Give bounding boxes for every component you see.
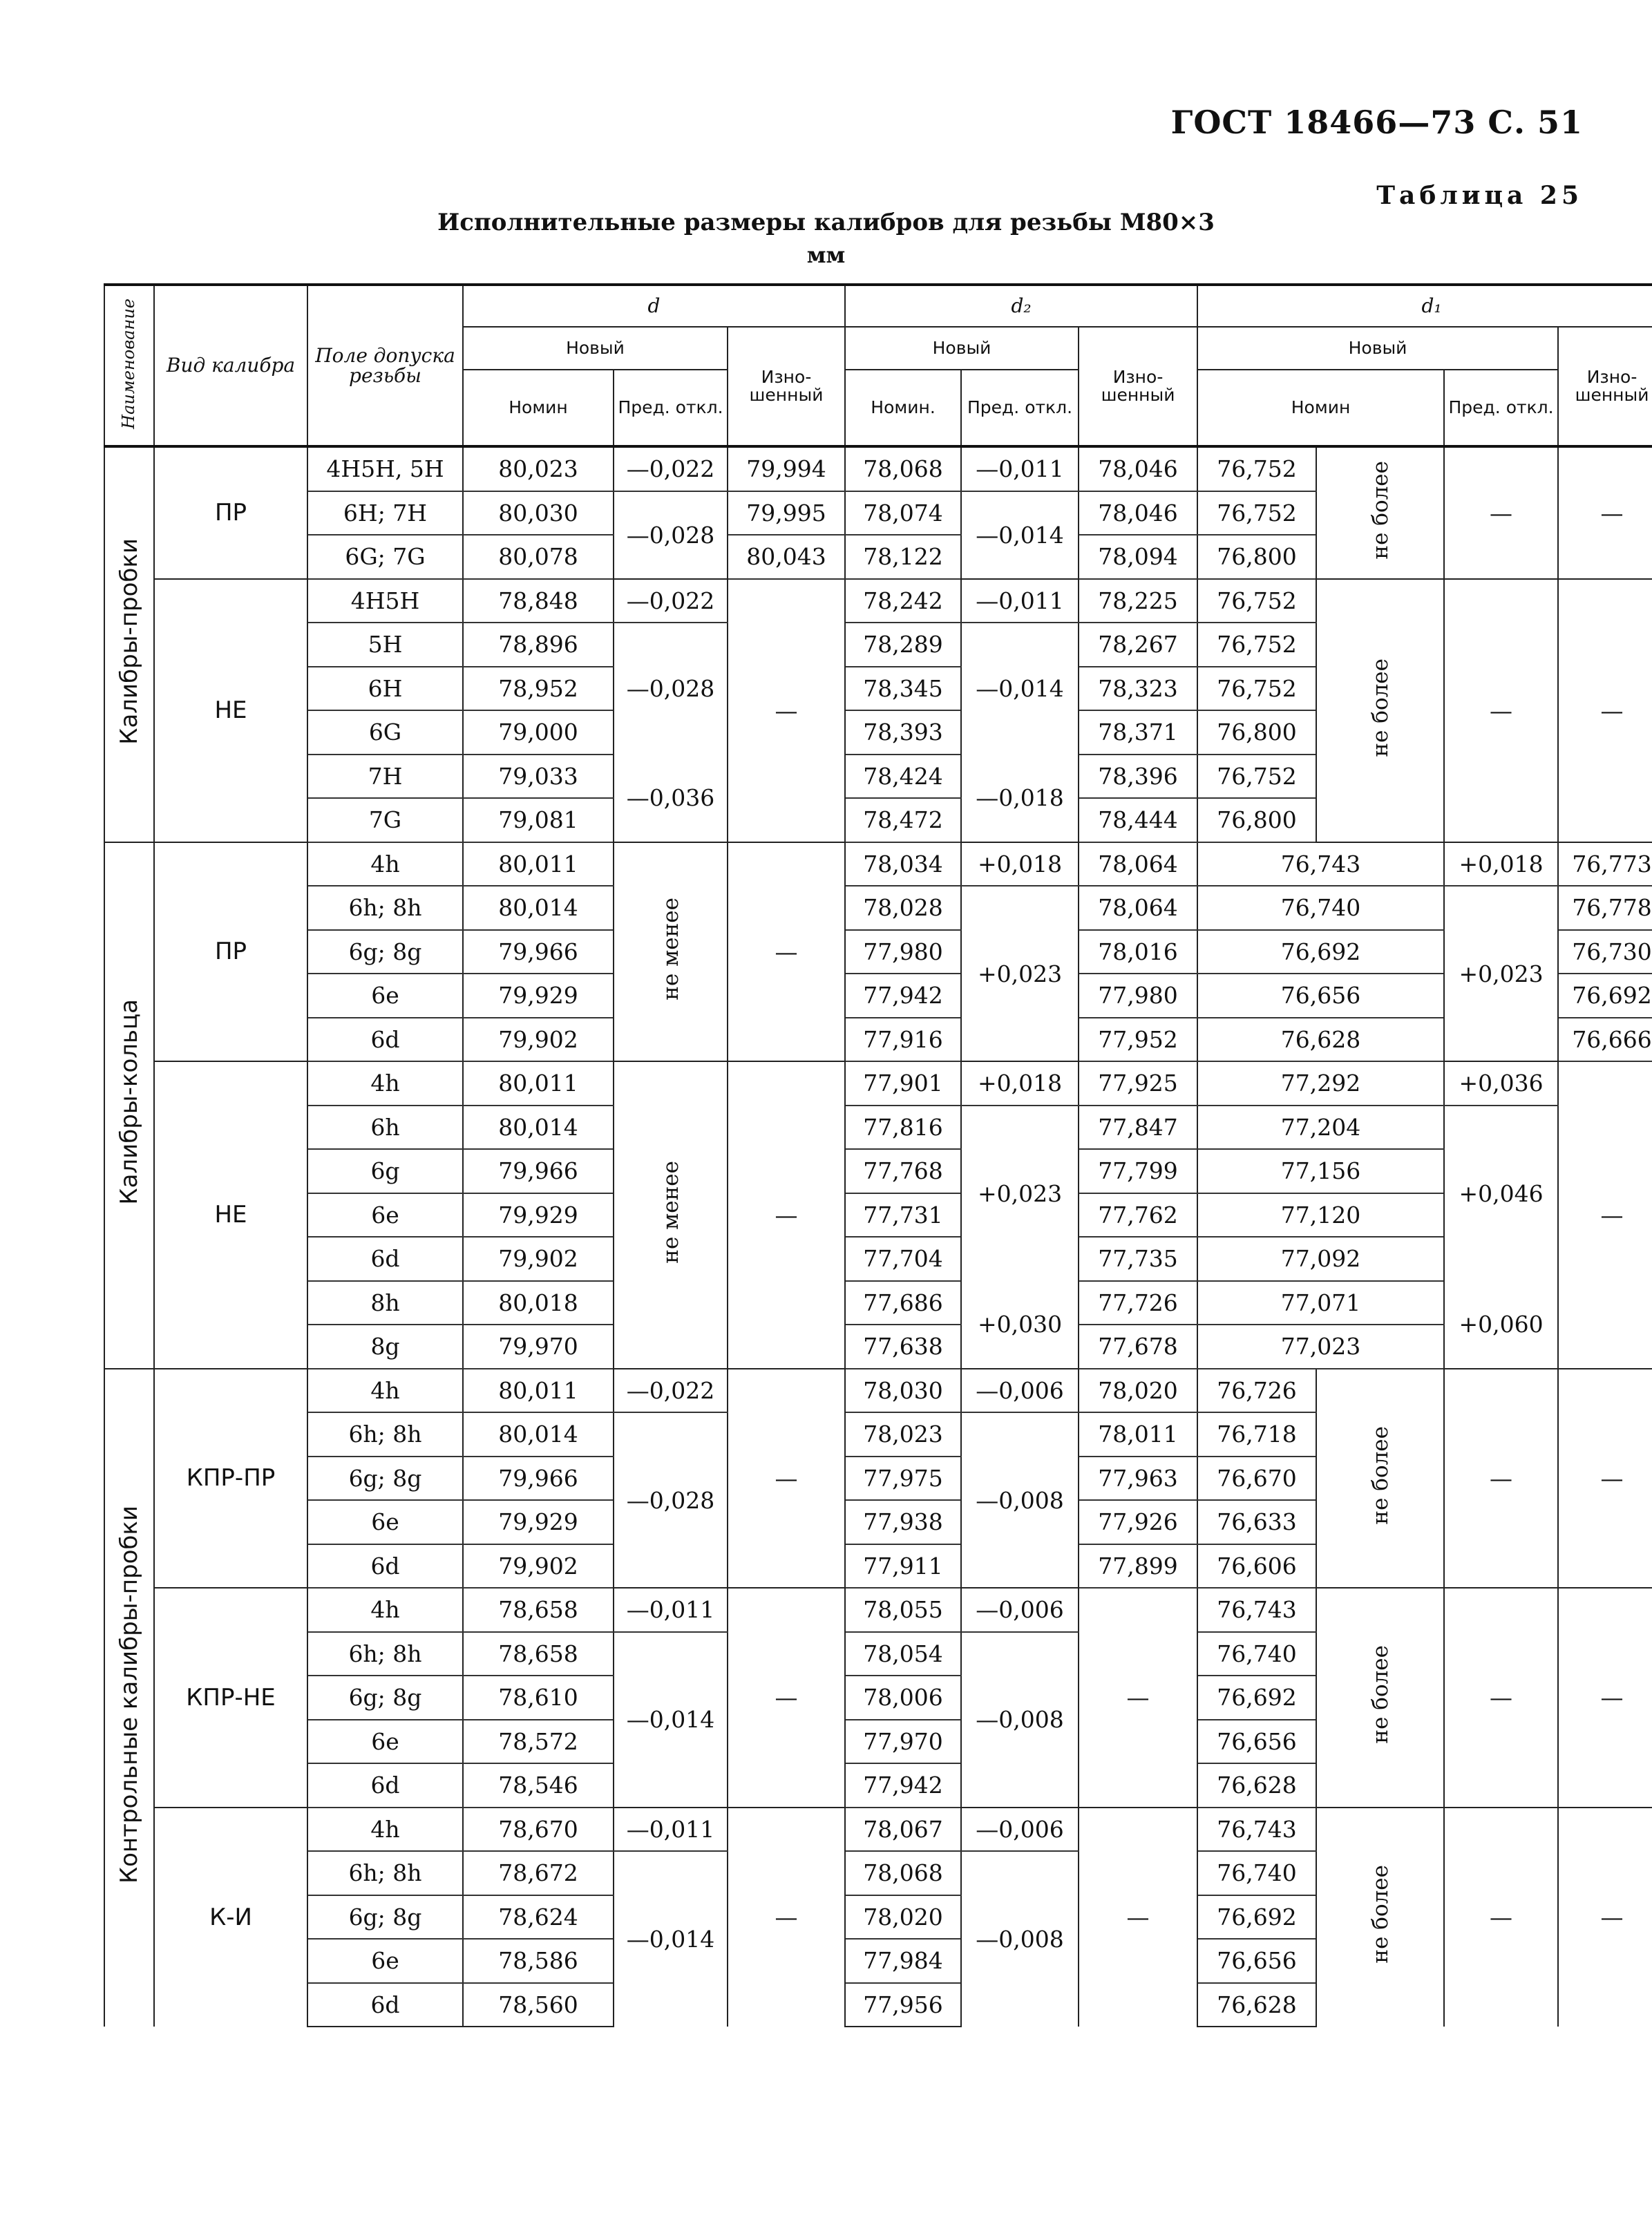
col-d2-header: d₂ [845,285,1197,327]
d-nom-cell: 78,848 [463,579,614,623]
d2-nom-cell: 78,023 [845,1412,961,1457]
d-dev-cell: —0,011 [614,1588,728,1632]
d2-dev-cell: —0,011 [961,446,1079,491]
table-label: Таблица 25 [1376,181,1583,210]
d2-dev-cell: —0,014 [961,491,1079,579]
d2-new-header: Новый [845,327,1079,370]
field-cell: 4h [307,842,463,886]
d-dev-cell: —0,022 [614,446,728,491]
field-cell: 6g; 8g [307,1895,463,1940]
kind-plug-ne: НЕ [154,579,307,842]
d1-nom-cell: 77,292 [1197,1061,1444,1106]
d2-worn-cell: 78,046 [1079,491,1197,535]
d1-dev-dash: — [1444,579,1558,842]
field-cell: 6e [307,1939,463,1983]
d1-worn-cell: 76,773 [1558,842,1652,886]
d-worn-dash: — [728,1808,845,2027]
d1-nom-cell: 76,656 [1197,1720,1316,1764]
d-worn-dash: — [728,579,845,842]
d2-worn-cell: 78,046 [1079,446,1197,491]
d2-worn-cell: 77,963 [1079,1457,1197,1501]
d-worn-header: Изношенный [728,327,845,446]
d1-nom-cell: 76,692 [1197,1676,1316,1720]
d1-dev-cell: +0,036 [1444,1061,1558,1106]
units-label: мм [806,242,846,268]
d2-worn-cell: 77,735 [1079,1237,1197,1281]
d-nom-cell: 78,952 [463,667,614,711]
d-nom-cell: 80,011 [463,1369,614,1413]
d2-worn-dash: — [1079,1588,1197,1808]
d2-nom-cell: 78,006 [845,1676,961,1720]
field-cell: 6d [307,1018,463,1062]
d1-nom-cell: 76,656 [1197,974,1444,1018]
field-cell: 6e [307,1500,463,1544]
d2-dev-cell: —0,018 [961,755,1079,842]
d-dev-cell: —0,022 [614,579,728,623]
table-row [104,1369,1652,1413]
d1-nom-cell: 77,071 [1197,1281,1444,1325]
d2-worn-cell: 78,020 [1079,1369,1197,1413]
kind-ring-ne: НЕ [154,1061,307,1369]
field-cell: 6h; 8h [307,1632,463,1676]
note-not-less: не менее [614,1061,728,1369]
d-nom-cell: 79,970 [463,1325,614,1369]
field-cell: 4h [307,1369,463,1413]
d2-dev-cell: +0,018 [961,842,1079,886]
field-cell: 4h [307,1588,463,1632]
field-cell: 6g [307,1149,463,1193]
d2-worn-cell: 78,444 [1079,798,1197,842]
note-not-less: не менее [614,842,728,1062]
d2-nom-cell: 78,020 [845,1895,961,1940]
field-cell: 6G [307,710,463,755]
d1-worn-cell: 76,730 [1558,930,1652,974]
d1-nom-cell: 76,628 [1197,1983,1316,2027]
d1-nom-cell: 76,740 [1197,886,1444,930]
d2-nom-header: Номин. [845,370,961,446]
d-nom-cell: 78,546 [463,1763,614,1808]
d2-worn-dash: — [1079,1808,1197,2027]
d2-worn-cell: 78,064 [1079,886,1197,930]
d2-nom-cell: 77,686 [845,1281,961,1325]
d2-nom-cell: 78,424 [845,755,961,799]
field-cell: 7H [307,755,463,799]
table-row [104,1325,1652,1369]
d2-worn-cell: 77,847 [1079,1106,1197,1150]
d2-nom-cell: 77,911 [845,1544,961,1589]
table-row [104,1061,1652,1106]
d2-worn-cell: 78,225 [1079,579,1197,623]
d1-nom-header: Номин [1197,370,1444,446]
d1-nom-cell: 76,628 [1197,1763,1316,1808]
d-worn-cell: 80,043 [728,535,845,579]
field-cell: 6e [307,1193,463,1237]
d1-nom-cell: 76,740 [1197,1851,1316,1895]
col-kind-header: Вид калибра [154,285,307,446]
d1-nom-cell: 77,120 [1197,1193,1444,1237]
d2-nom-cell: 78,034 [845,842,961,886]
d1-dev-dash: — [1444,1369,1558,1589]
d2-nom-cell: 78,472 [845,798,961,842]
d-dev-cell: —0,014 [614,1851,728,2027]
d2-nom-cell: 78,055 [845,1588,961,1632]
d1-nom-cell: 76,628 [1197,1018,1444,1062]
d2-dev-cell: —0,014 [961,623,1079,755]
d2-nom-cell: 77,975 [845,1457,961,1501]
note-not-more: не более [1316,1588,1444,1808]
d1-nom-cell: 76,692 [1197,930,1444,974]
d1-nom-cell: 76,800 [1197,798,1316,842]
table-row [104,579,1652,623]
d1-nom-cell: 76,743 [1197,842,1444,886]
group-label-plugs: Калибры-пробки [104,446,154,842]
field-cell: 6g; 8g [307,1676,463,1720]
d2-nom-cell: 78,030 [845,1369,961,1413]
d2-nom-cell: 78,074 [845,491,961,535]
d1-nom-cell: 77,156 [1197,1149,1444,1193]
field-cell: 6d [307,1983,463,2027]
d2-nom-cell: 77,970 [845,1720,961,1764]
d2-dev-cell: —0,006 [961,1588,1079,1632]
d2-dev-cell: +0,023 [961,886,1079,1061]
d-nom-cell: 80,018 [463,1281,614,1325]
d2-dev-header: Пред. откл. [961,370,1079,446]
d1-worn-header: Изношенный [1558,327,1652,446]
table-row [104,1808,1652,1852]
d1-nom-cell: 76,752 [1197,623,1316,667]
note-not-more: не более [1316,446,1444,579]
d2-dev-cell: +0,023 [961,1106,1079,1281]
d1-dev-cell: +0,018 [1444,842,1558,886]
d1-nom-cell: 76,718 [1197,1412,1316,1457]
kind-kpr-pr: КПР-ПР [154,1369,307,1589]
d2-worn-cell: 77,726 [1079,1281,1197,1325]
d1-nom-cell: 76,656 [1197,1939,1316,1983]
d2-worn-header: Изношенный [1079,327,1197,446]
d-nom-cell: 80,030 [463,491,614,535]
d2-nom-cell: 78,028 [845,886,961,930]
d-nom-cell: 79,966 [463,1149,614,1193]
d1-nom-cell: 77,023 [1197,1325,1444,1369]
d1-worn-cell: 76,778 [1558,886,1652,930]
dimensions-table [104,283,1652,2027]
d-dev-cell: —0,022 [614,1369,728,1413]
d-worn-cell: 79,995 [728,491,845,535]
table-row [104,930,1652,974]
d2-nom-cell: 77,901 [845,1061,961,1106]
d-nom-cell: 78,572 [463,1720,614,1764]
table-title: Исполнительные размеры калибров для резьбы М80×3 [437,209,1215,236]
d-worn-cell: 79,994 [728,446,845,491]
d2-worn-cell: 78,396 [1079,755,1197,799]
note-not-more: не более [1316,1369,1444,1589]
d-nom-cell: 79,081 [463,798,614,842]
d2-nom-cell: 77,984 [845,1939,961,1983]
field-cell: 6g; 8g [307,1457,463,1501]
table-row [104,1193,1652,1237]
kind-plug-pr: ПР [154,446,307,579]
field-cell: 4H5H, 5H [307,446,463,491]
table-row [104,842,1652,886]
d2-nom-cell: 78,054 [845,1632,961,1676]
field-cell: 6d [307,1237,463,1281]
d-nom-cell: 80,023 [463,446,614,491]
d1-nom-cell: 76,670 [1197,1457,1316,1501]
d-nom-cell: 79,033 [463,755,614,799]
field-cell: 8g [307,1325,463,1369]
d2-worn-cell: 77,925 [1079,1061,1197,1106]
d1-worn-dash: — [1558,1808,1652,2027]
d2-nom-cell: 78,289 [845,623,961,667]
d-nom-cell: 79,966 [463,1457,614,1501]
d2-nom-cell: 77,638 [845,1325,961,1369]
d-nom-cell: 79,929 [463,974,614,1018]
col-d1-header: d₁ [1197,285,1652,327]
d1-nom-cell: 76,743 [1197,1588,1316,1632]
d1-nom-cell: 76,752 [1197,446,1316,491]
d2-nom-cell: 77,768 [845,1149,961,1193]
d1-nom-cell: 77,092 [1197,1237,1444,1281]
d2-worn-cell: 78,064 [1079,842,1197,886]
d2-nom-cell: 78,242 [845,579,961,623]
d2-nom-cell: 78,067 [845,1808,961,1852]
d2-nom-cell: 77,942 [845,974,961,1018]
d-nom-cell: 78,672 [463,1851,614,1895]
d2-dev-cell: —0,006 [961,1808,1079,1852]
d2-worn-cell: 78,094 [1079,535,1197,579]
d1-nom-cell: 76,726 [1197,1369,1316,1413]
field-cell: 6h; 8h [307,886,463,930]
d1-worn-dash: — [1558,1061,1652,1369]
d1-worn-dash: — [1558,1369,1652,1589]
d-nom-cell: 80,011 [463,842,614,886]
d1-nom-cell: 76,752 [1197,755,1316,799]
col-name-header: Наименование [104,285,154,446]
d2-worn-cell: 78,011 [1079,1412,1197,1457]
d-nom-cell: 78,624 [463,1895,614,1940]
d-dev-cell: —0,028 [614,491,728,579]
d2-worn-cell: 77,926 [1079,1500,1197,1544]
d1-nom-cell: 76,692 [1197,1895,1316,1940]
d-nom-cell: 78,670 [463,1808,614,1852]
d-nom-cell: 80,078 [463,535,614,579]
note-not-more: не более [1316,579,1444,842]
d2-nom-cell: 78,122 [845,535,961,579]
table-row [104,1237,1652,1281]
d2-dev-cell: +0,018 [961,1061,1079,1106]
d1-dev-dash: — [1444,446,1558,579]
col-field-header: Поле допуска резьбы [307,285,463,446]
d-nom-cell: 78,560 [463,1983,614,2027]
d-nom-cell: 78,610 [463,1676,614,1720]
d1-worn-dash: — [1558,579,1652,842]
d2-nom-cell: 77,916 [845,1018,961,1062]
d2-worn-cell: 77,762 [1079,1193,1197,1237]
d-worn-dash: — [728,1369,845,1589]
d2-nom-cell: 78,345 [845,667,961,711]
d2-dev-cell: —0,008 [961,1412,1079,1588]
d2-worn-cell: 77,980 [1079,974,1197,1018]
kind-k-i: К-И [154,1808,307,2027]
col-d-header: d [463,285,845,327]
field-cell: 6h; 8h [307,1851,463,1895]
d2-worn-cell: 78,267 [1079,623,1197,667]
table-row [104,1588,1652,1632]
d-dev-header: Пред. откл. [614,370,728,446]
d2-dev-cell: +0,030 [961,1281,1079,1369]
d-dev-cell: —0,028 [614,623,728,755]
d-dev-cell: —0,036 [614,755,728,842]
table-row [104,974,1652,1018]
d1-nom-cell: 76,752 [1197,579,1316,623]
d2-worn-cell: 77,799 [1079,1149,1197,1193]
d-nom-cell: 78,658 [463,1588,614,1632]
d2-nom-cell: 77,731 [845,1193,961,1237]
d1-new-header: Новый [1197,327,1558,370]
note-not-more: не более [1316,1808,1444,2027]
d-worn-dash: — [728,1061,845,1369]
table-row [104,1149,1652,1193]
table-row [104,1281,1652,1325]
d1-worn-cell: 76,666 [1558,1018,1652,1062]
d2-nom-cell: 77,704 [845,1237,961,1281]
d2-nom-cell: 77,816 [845,1106,961,1150]
d-dev-cell: —0,028 [614,1412,728,1588]
field-cell: 6h [307,1106,463,1150]
d1-worn-dash: — [1558,1588,1652,1808]
d-nom-cell: 79,929 [463,1193,614,1237]
d1-nom-cell: 76,752 [1197,667,1316,711]
d2-nom-cell: 77,942 [845,1763,961,1808]
d1-nom-cell: 77,204 [1197,1106,1444,1150]
d-nom-cell: 79,902 [463,1237,614,1281]
field-cell: 6H [307,667,463,711]
d1-nom-cell: 76,800 [1197,535,1316,579]
d2-nom-cell: 78,068 [845,446,961,491]
table-row [104,1018,1652,1062]
field-cell: 4h [307,1808,463,1852]
field-cell: 6e [307,1720,463,1764]
d-nom-header: Номин [463,370,614,446]
d-nom-cell: 79,966 [463,930,614,974]
d1-nom-cell: 76,606 [1197,1544,1316,1589]
kind-ring-pr: ПР [154,842,307,1062]
d2-dev-cell: —0,008 [961,1632,1079,1808]
d1-nom-cell: 76,633 [1197,1500,1316,1544]
d1-dev-cell: +0,023 [1444,886,1558,1061]
d-dev-cell: —0,014 [614,1632,728,1808]
d1-nom-cell: 76,800 [1197,710,1316,755]
d1-worn-cell: 76,692 [1558,974,1652,1018]
d2-nom-cell: 77,956 [845,1983,961,2027]
d-nom-cell: 78,896 [463,623,614,667]
d1-dev-cell: +0,046 [1444,1106,1558,1281]
d-nom-cell: 80,014 [463,1106,614,1150]
d1-nom-cell: 76,740 [1197,1632,1316,1676]
d-nom-cell: 79,902 [463,1544,614,1589]
group-label-rings: Калибры-кольца [104,842,154,1369]
d-worn-dash: — [728,842,845,1062]
d-nom-cell: 78,586 [463,1939,614,1983]
d2-nom-cell: 78,068 [845,1851,961,1895]
field-cell: 6g; 8g [307,930,463,974]
d2-worn-cell: 78,371 [1079,710,1197,755]
field-cell: 4H5H [307,579,463,623]
kind-kpr-ne: КПР-НЕ [154,1588,307,1808]
page-header: ГОСТ 18466—73 С. 51 [1170,104,1583,141]
d-nom-cell: 79,929 [463,1500,614,1544]
d-nom-cell: 79,000 [463,710,614,755]
d1-nom-cell: 76,743 [1197,1808,1316,1852]
table-row [104,1106,1652,1150]
field-cell: 6d [307,1763,463,1808]
d1-dev-cell: +0,060 [1444,1281,1558,1369]
d2-worn-cell: 77,899 [1079,1544,1197,1589]
field-cell: 6h; 8h [307,1412,463,1457]
field-cell: 8h [307,1281,463,1325]
d2-dev-cell: —0,011 [961,579,1079,623]
field-cell: 5H [307,623,463,667]
field-cell: 6d [307,1544,463,1589]
d1-nom-cell: 76,752 [1197,491,1316,535]
d-nom-cell: 78,658 [463,1632,614,1676]
d-nom-cell: 79,902 [463,1018,614,1062]
d1-worn-dash: — [1558,446,1652,579]
d2-nom-cell: 77,938 [845,1500,961,1544]
d2-worn-cell: 78,323 [1079,667,1197,711]
group-label-control: Контрольные калибры-пробки [104,1369,154,2027]
d2-dev-cell: —0,008 [961,1851,1079,2027]
d1-dev-dash: — [1444,1588,1558,1808]
field-cell: 4h [307,1061,463,1106]
table-row [104,446,1652,491]
d1-dev-dash: — [1444,1808,1558,2027]
d1-dev-header: Пред. откл. [1444,370,1558,446]
d2-nom-cell: 78,393 [845,710,961,755]
d-nom-cell: 80,014 [463,1412,614,1457]
field-cell: 6H; 7H [307,491,463,535]
d2-nom-cell: 77,980 [845,930,961,974]
d-dev-cell: —0,011 [614,1808,728,1852]
table-row [104,886,1652,930]
field-cell: 6e [307,974,463,1018]
d-new-header: Новый [463,327,728,370]
field-cell: 6G; 7G [307,535,463,579]
d-worn-dash: — [728,1588,845,1808]
d-nom-cell: 80,011 [463,1061,614,1106]
d2-worn-cell: 78,016 [1079,930,1197,974]
d2-worn-cell: 77,678 [1079,1325,1197,1369]
d2-dev-cell: —0,006 [961,1369,1079,1413]
d2-worn-cell: 77,952 [1079,1018,1197,1062]
d-nom-cell: 80,014 [463,886,614,930]
field-cell: 7G [307,798,463,842]
